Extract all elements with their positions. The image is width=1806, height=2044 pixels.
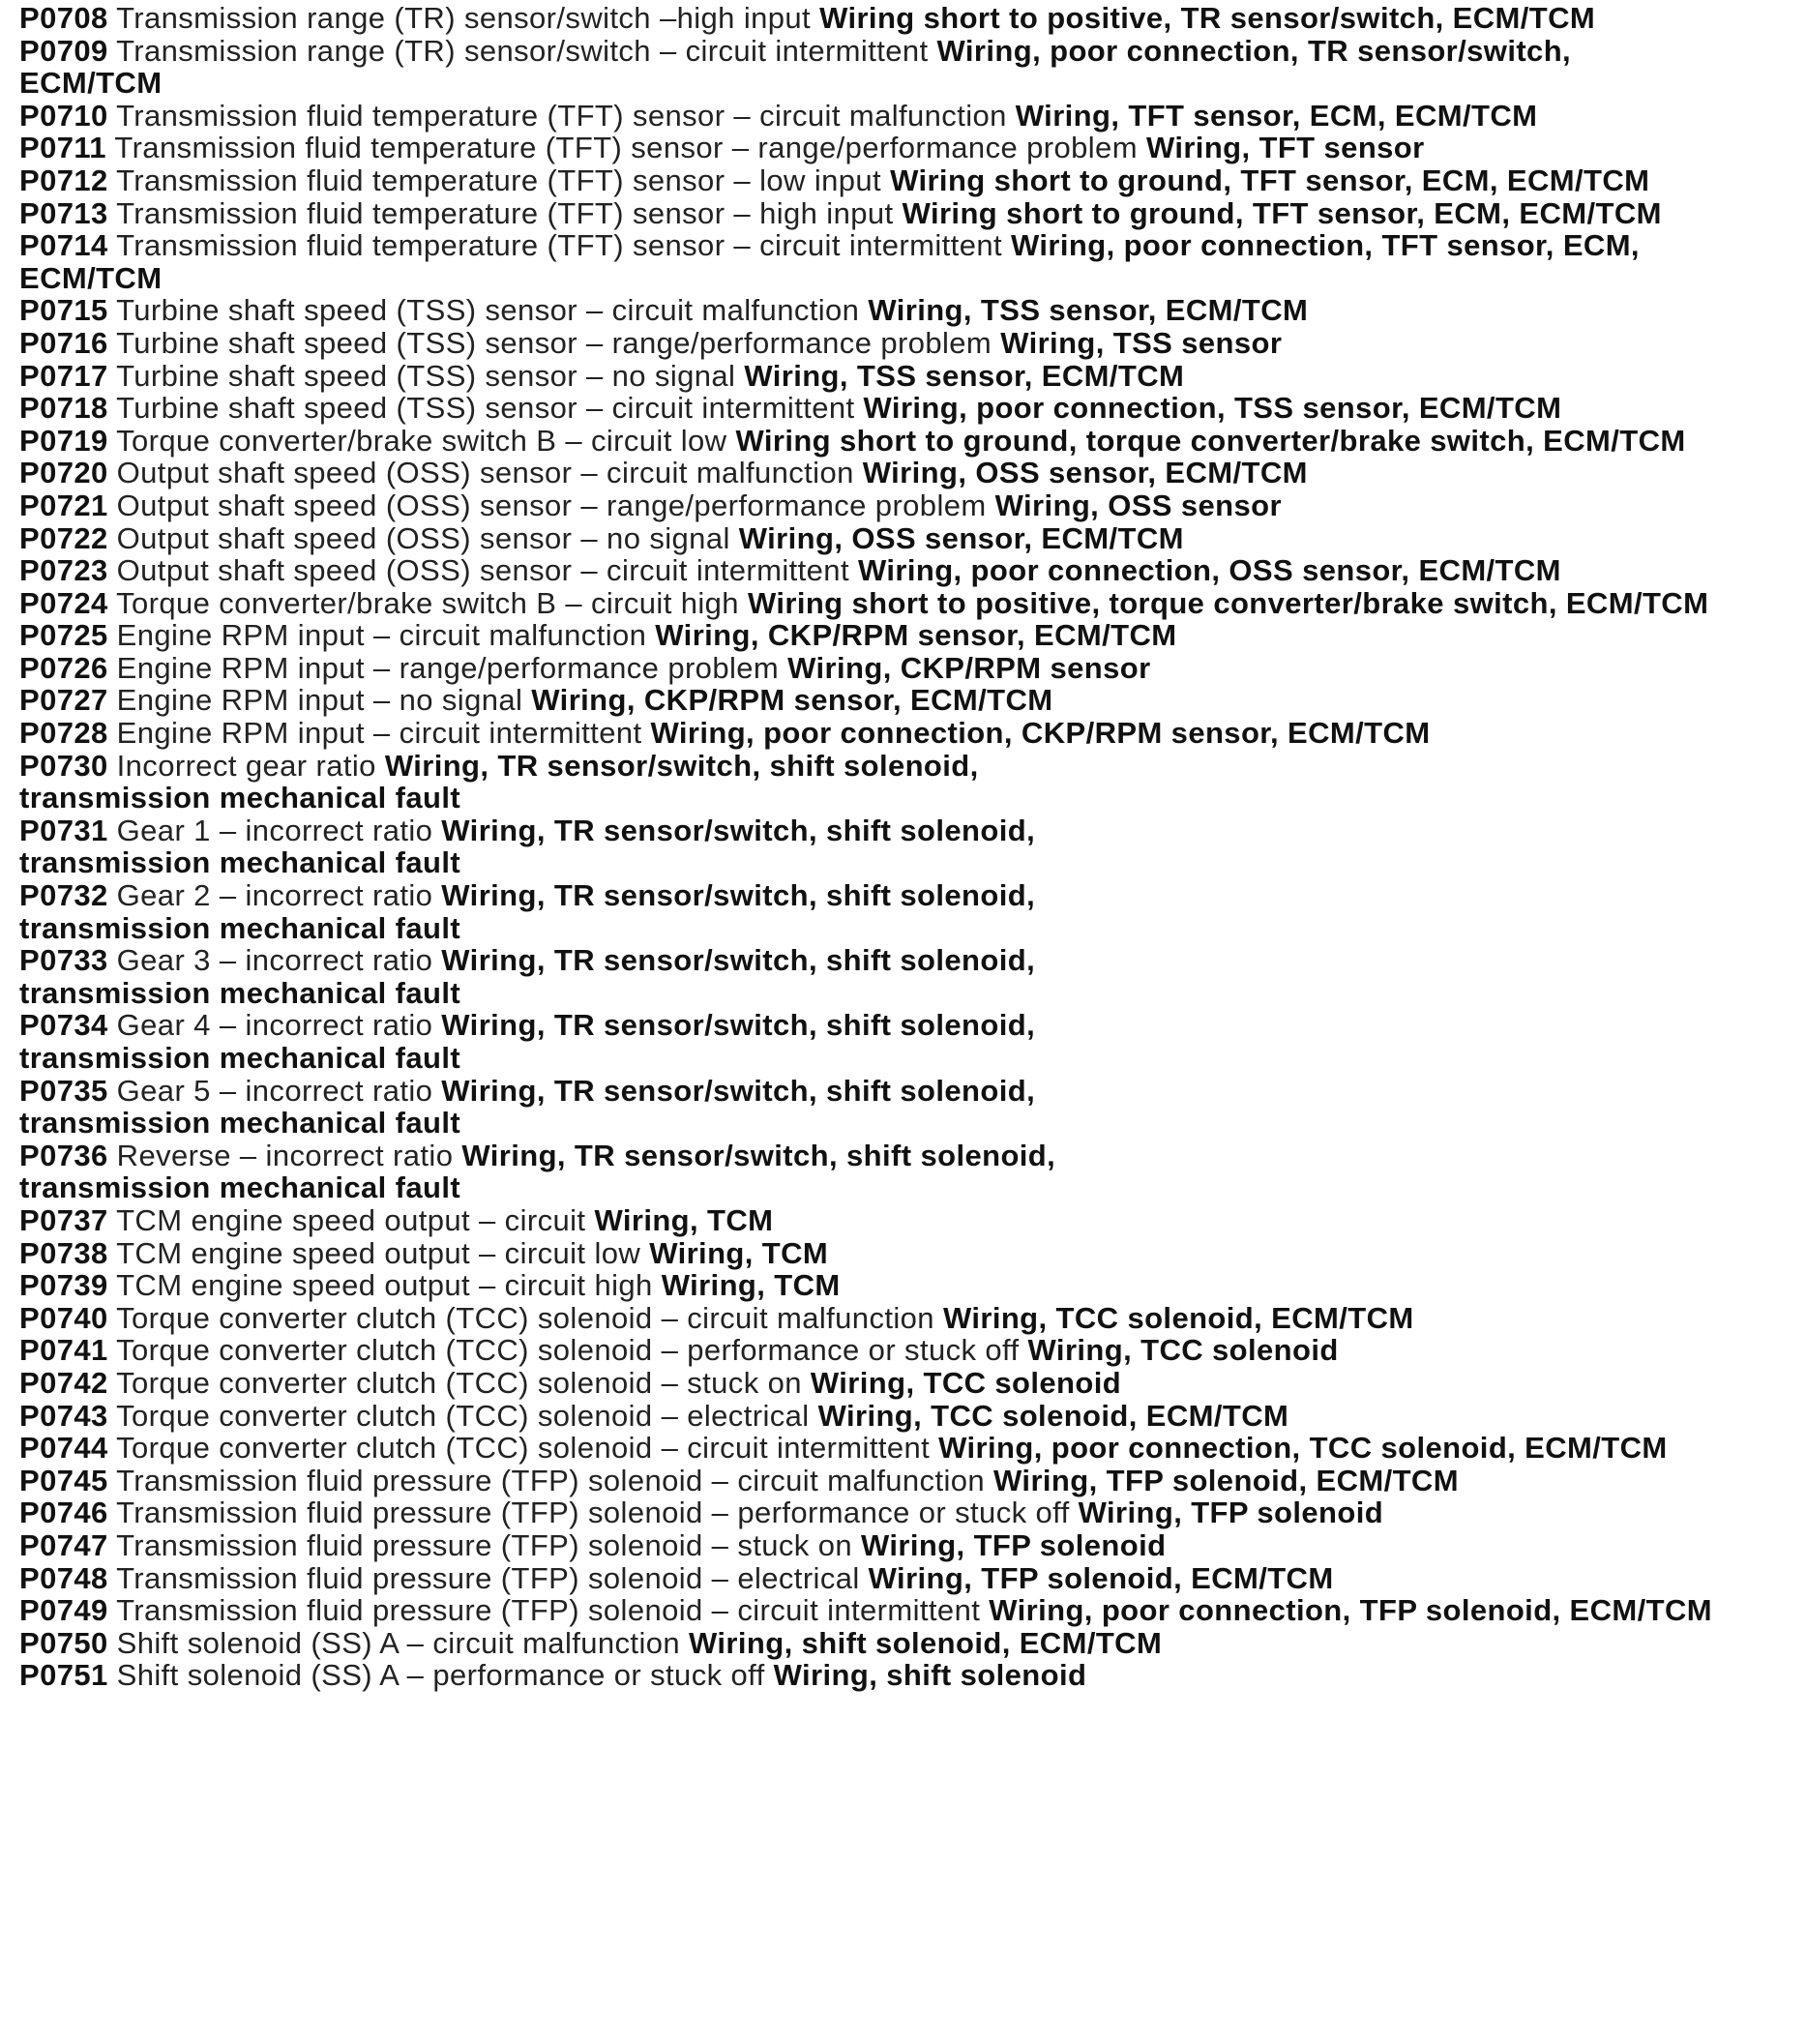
dtc-probable-causes-continued: transmission mechanical fault <box>19 975 461 1010</box>
dtc-probable-causes: Wiring, TR sensor/switch, shift solenoid, <box>441 943 1036 978</box>
dtc-entry <box>19 1496 1722 1529</box>
dtc-probable-causes: Wiring, poor connection, TR sensor/switch, ECM/TCM <box>19 33 1572 101</box>
dtc-code: P0745 <box>19 1463 108 1497</box>
dtc-probable-causes: Wiring, TR sensor/switch, shift solenoid, <box>441 1008 1036 1043</box>
dtc-entry <box>19 587 1722 620</box>
dtc-code: P0730 <box>19 748 108 783</box>
dtc-description: Output shaft speed (OSS) sensor – circuit intermittent <box>116 553 849 588</box>
dtc-probable-causes-continued: transmission mechanical fault <box>19 910 461 945</box>
dtc-probable-causes: Wiring, TSS sensor <box>1000 325 1283 360</box>
dtc-code: P0715 <box>19 293 108 328</box>
dtc-description: TCM engine speed output – circuit low <box>116 1235 641 1270</box>
dtc-description: Transmission range (TR) sensor/switch – circuit intermittent <box>116 33 929 68</box>
dtc-entry <box>19 1237 1722 1270</box>
dtc-description: Transmission fluid pressure (TFP) solenoid – circuit malfunction <box>116 1463 986 1497</box>
dtc-probable-causes: Wiring, TR sensor/switch, shift solenoid, <box>384 748 979 783</box>
dtc-entry <box>19 1529 1722 1562</box>
dtc-entry <box>19 457 1722 489</box>
dtc-entry <box>19 294 1722 327</box>
dtc-probable-causes: Wiring, TCM <box>661 1268 841 1303</box>
dtc-code: P0737 <box>19 1202 108 1237</box>
dtc-probable-causes: Wiring, CKP/RPM sensor <box>787 650 1151 685</box>
dtc-description: Gear 3 – incorrect ratio <box>116 943 433 978</box>
dtc-entry <box>19 1562 1722 1595</box>
dtc-description: Transmission fluid temperature (TFT) sensor – circuit malfunction <box>116 98 1007 133</box>
dtc-probable-causes: Wiring, shift solenoid, ECM/TCM <box>689 1625 1163 1660</box>
dtc-description: Reverse – incorrect ratio <box>116 1138 454 1172</box>
dtc-entry <box>19 1075 1722 1140</box>
dtc-entry <box>19 1009 1722 1074</box>
dtc-probable-causes: Wiring, TCC solenoid, ECM/TCM <box>942 1300 1414 1335</box>
dtc-description: Transmission fluid temperature (TFT) sensor – high input <box>116 195 894 230</box>
dtc-probable-causes: Wiring, TR sensor/switch, shift solenoid, <box>441 813 1036 847</box>
dtc-description: Transmission fluid pressure (TFP) solenoid – electrical <box>116 1560 860 1595</box>
dtc-probable-causes-continued: transmission mechanical fault <box>19 845 461 880</box>
dtc-entry <box>19 1400 1722 1433</box>
dtc-description: Turbine shaft speed (TSS) sensor – range/performance problem <box>116 325 992 360</box>
dtc-probable-causes-continued: transmission mechanical fault <box>19 1041 461 1075</box>
dtc-description: Transmission range (TR) sensor/switch –high input <box>116 1 812 35</box>
dtc-code: P0708 <box>19 1 108 35</box>
dtc-code: P0734 <box>19 1008 108 1043</box>
dtc-entry <box>19 879 1722 944</box>
dtc-code: P0739 <box>19 1268 108 1303</box>
dtc-entry <box>19 1659 1722 1692</box>
dtc-entry <box>19 489 1722 522</box>
dtc-code: P0726 <box>19 650 108 685</box>
dtc-probable-causes: Wiring, TCM <box>649 1235 829 1270</box>
dtc-code: P0747 <box>19 1527 108 1562</box>
dtc-code: P0718 <box>19 391 108 426</box>
dtc-code: P0716 <box>19 325 108 360</box>
dtc-description: Torque converter clutch (TCC) solenoid – circuit malfunction <box>116 1300 934 1335</box>
dtc-entry <box>19 1432 1722 1465</box>
dtc-code: P0741 <box>19 1333 108 1368</box>
dtc-probable-causes: Wiring, poor connection, OSS sensor, ECM/TCM <box>857 553 1561 588</box>
dtc-description: Gear 1 – incorrect ratio <box>116 813 433 847</box>
dtc-code: P0740 <box>19 1300 108 1335</box>
dtc-code: P0733 <box>19 943 108 978</box>
dtc-code-list <box>19 2 1722 1692</box>
dtc-description: Output shaft speed (OSS) sensor – range/performance problem <box>116 488 987 522</box>
dtc-probable-causes: Wiring, TCC solenoid <box>810 1365 1122 1400</box>
dtc-description: Torque converter clutch (TCC) solenoid – performance or stuck off <box>116 1333 1020 1368</box>
dtc-code: P0744 <box>19 1431 108 1466</box>
dtc-entry <box>19 652 1722 685</box>
dtc-entry <box>19 2 1722 35</box>
dtc-description: TCM engine speed output – circuit <box>116 1202 586 1237</box>
dtc-code: P0728 <box>19 716 108 751</box>
dtc-entry <box>19 1594 1722 1627</box>
dtc-code: P0719 <box>19 423 108 458</box>
dtc-probable-causes: Wiring, OSS sensor, ECM/TCM <box>862 456 1308 490</box>
dtc-probable-causes: Wiring, TCM <box>594 1202 774 1237</box>
dtc-description: Output shaft speed (OSS) sensor – no signal <box>116 520 730 555</box>
dtc-description: Transmission fluid pressure (TFP) solenoid – circuit intermittent <box>116 1593 981 1628</box>
dtc-entry <box>19 1334 1722 1367</box>
dtc-probable-causes: Wiring, TSS sensor, ECM/TCM <box>868 293 1309 328</box>
dtc-entry <box>19 1465 1722 1497</box>
dtc-entry <box>19 425 1722 458</box>
dtc-probable-causes: Wiring, TR sensor/switch, shift solenoid, <box>441 1073 1036 1108</box>
dtc-entry <box>19 684 1722 717</box>
dtc-probable-causes: Wiring short to ground, torque converter/brake switch, ECM/TCM <box>735 423 1686 458</box>
dtc-probable-causes: Wiring, TFP solenoid, ECM/TCM <box>868 1560 1334 1595</box>
dtc-description: Gear 2 – incorrect ratio <box>116 878 433 913</box>
dtc-code: P0714 <box>19 228 108 263</box>
dtc-entry <box>19 100 1722 133</box>
dtc-code: P0710 <box>19 98 108 133</box>
dtc-entry <box>19 164 1722 197</box>
dtc-entry <box>19 35 1722 100</box>
dtc-probable-causes: Wiring short to positive, TR sensor/switch, ECM/TCM <box>819 1 1596 35</box>
dtc-entry <box>19 392 1722 425</box>
dtc-entry <box>19 1627 1722 1660</box>
dtc-description: Torque converter clutch (TCC) solenoid – circuit intermittent <box>116 1431 931 1466</box>
dtc-code: P0712 <box>19 163 108 197</box>
dtc-description: Incorrect gear ratio <box>116 748 376 783</box>
dtc-entry <box>19 554 1722 587</box>
dtc-code: P0723 <box>19 553 108 588</box>
dtc-code: P0742 <box>19 1365 108 1400</box>
dtc-description: Engine RPM input – circuit malfunction <box>116 618 647 653</box>
dtc-description: Output shaft speed (OSS) sensor – circuit malfunction <box>116 456 854 490</box>
dtc-probable-causes: Wiring, shift solenoid <box>773 1658 1087 1693</box>
dtc-probable-causes: Wiring, TFT sensor <box>1145 131 1425 165</box>
dtc-description: Transmission fluid temperature (TFT) sensor – range/performance problem <box>114 131 1138 165</box>
dtc-probable-causes: Wiring, TR sensor/switch, shift solenoid, <box>441 878 1036 913</box>
dtc-description: Shift solenoid (SS) A – circuit malfunction <box>116 1625 681 1660</box>
dtc-entry <box>19 327 1722 360</box>
dtc-probable-causes: Wiring, TFP solenoid <box>1078 1496 1384 1530</box>
dtc-probable-causes: Wiring, poor connection, CKP/RPM sensor, ECM/TCM <box>650 716 1431 751</box>
dtc-probable-causes: Wiring, CKP/RPM sensor, ECM/TCM <box>655 618 1177 653</box>
dtc-entry <box>19 1140 1722 1204</box>
dtc-code: P0721 <box>19 488 108 522</box>
dtc-probable-causes: Wiring short to ground, TFT sensor, ECM, ECM/TCM <box>902 195 1662 230</box>
dtc-entry <box>19 522 1722 555</box>
dtc-entry <box>19 619 1722 652</box>
dtc-entry <box>19 229 1722 294</box>
dtc-description: Torque converter clutch (TCC) solenoid – electrical <box>116 1398 810 1433</box>
dtc-description: Torque converter/brake switch B – circuit low <box>116 423 727 458</box>
dtc-probable-causes: Wiring, TR sensor/switch, shift solenoid, <box>461 1138 1056 1172</box>
dtc-entry <box>19 1204 1722 1237</box>
dtc-entry <box>19 1367 1722 1400</box>
dtc-entry <box>19 1269 1722 1302</box>
dtc-probable-causes: Wiring, OSS sensor, ECM/TCM <box>738 520 1184 555</box>
dtc-entry <box>19 197 1722 230</box>
dtc-probable-causes: Wiring, TSS sensor, ECM/TCM <box>744 358 1185 393</box>
dtc-probable-causes-continued: transmission mechanical fault <box>19 1106 461 1140</box>
dtc-code: P0717 <box>19 358 108 393</box>
dtc-probable-causes: Wiring, CKP/RPM sensor, ECM/TCM <box>531 683 1053 718</box>
dtc-entry <box>19 360 1722 393</box>
dtc-description: Torque converter clutch (TCC) solenoid – stuck on <box>116 1365 802 1400</box>
dtc-code: P0736 <box>19 1138 108 1172</box>
dtc-code: P0749 <box>19 1593 108 1628</box>
dtc-description: Gear 5 – incorrect ratio <box>116 1073 433 1108</box>
dtc-entry <box>19 815 1722 879</box>
dtc-probable-causes: Wiring, OSS sensor <box>994 488 1282 522</box>
dtc-code: P0743 <box>19 1398 108 1433</box>
dtc-code: P0727 <box>19 683 108 718</box>
dtc-code: P0750 <box>19 1625 108 1660</box>
dtc-description: Torque converter/brake switch B – circuit high <box>116 585 739 620</box>
dtc-description: Engine RPM input – range/performance problem <box>116 650 780 685</box>
dtc-code: P0738 <box>19 1235 108 1270</box>
dtc-code: P0735 <box>19 1073 108 1108</box>
dtc-probable-causes: Wiring, poor connection, TFP solenoid, ECM/TCM <box>989 1593 1712 1628</box>
dtc-description: Engine RPM input – circuit intermittent <box>116 716 642 751</box>
dtc-description: Gear 4 – incorrect ratio <box>116 1008 433 1043</box>
dtc-code: P0722 <box>19 520 108 555</box>
dtc-probable-causes: Wiring, TFP solenoid, ECM/TCM <box>993 1463 1459 1497</box>
dtc-description: Transmission fluid temperature (TFT) sensor – circuit intermittent <box>116 228 1002 263</box>
dtc-description: Transmission fluid pressure (TFP) solenoid – performance or stuck off <box>116 1496 1070 1530</box>
dtc-code: P0748 <box>19 1560 108 1595</box>
dtc-code: P0725 <box>19 618 108 653</box>
dtc-description: TCM engine speed output – circuit high <box>116 1268 653 1303</box>
dtc-entry <box>19 717 1722 750</box>
dtc-description: Engine RPM input – no signal <box>116 683 523 718</box>
dtc-description: Turbine shaft speed (TSS) sensor – no signal <box>116 358 736 393</box>
dtc-probable-causes: Wiring, TCC solenoid, ECM/TCM <box>817 1398 1289 1433</box>
dtc-code: P0709 <box>19 33 108 68</box>
dtc-code: P0751 <box>19 1658 108 1693</box>
dtc-code: P0713 <box>19 195 108 230</box>
dtc-code: P0746 <box>19 1496 108 1530</box>
dtc-description: Turbine shaft speed (TSS) sensor – circuit intermittent <box>116 391 855 426</box>
dtc-probable-causes: Wiring, poor connection, TFT sensor, ECM, ECM/TCM <box>19 228 1640 295</box>
dtc-code: P0724 <box>19 585 108 620</box>
dtc-description: Shift solenoid (SS) A – performance or stuck off <box>116 1658 765 1693</box>
dtc-probable-causes-continued: transmission mechanical fault <box>19 1170 461 1205</box>
dtc-description: Transmission fluid temperature (TFT) sensor – low input <box>116 163 882 197</box>
dtc-entry <box>19 944 1722 1009</box>
dtc-entry <box>19 132 1722 164</box>
dtc-probable-causes: Wiring, TFT sensor, ECM, ECM/TCM <box>1015 98 1538 133</box>
dtc-description: Transmission fluid pressure (TFP) solenoid – stuck on <box>116 1527 852 1562</box>
dtc-code: P0731 <box>19 813 108 847</box>
dtc-probable-causes-continued: transmission mechanical fault <box>19 781 461 815</box>
dtc-code: P0711 <box>19 131 106 165</box>
dtc-probable-causes: Wiring short to positive, torque converter/brake switch, ECM/TCM <box>747 585 1709 620</box>
dtc-probable-causes: Wiring, poor connection, TSS sensor, ECM/TCM <box>863 391 1562 426</box>
dtc-entry <box>19 750 1722 815</box>
dtc-probable-causes: Wiring, TCC solenoid <box>1027 1333 1339 1368</box>
dtc-code: P0720 <box>19 456 108 490</box>
dtc-code: P0732 <box>19 878 108 913</box>
dtc-description: Turbine shaft speed (TSS) sensor – circuit malfunction <box>116 293 860 328</box>
dtc-probable-causes: Wiring, poor connection, TCC solenoid, ECM/TCM <box>938 1431 1668 1466</box>
dtc-entry <box>19 1302 1722 1335</box>
dtc-probable-causes: Wiring short to ground, TFT sensor, ECM, ECM/TCM <box>890 163 1650 197</box>
dtc-probable-causes: Wiring, TFP solenoid <box>861 1527 1167 1562</box>
